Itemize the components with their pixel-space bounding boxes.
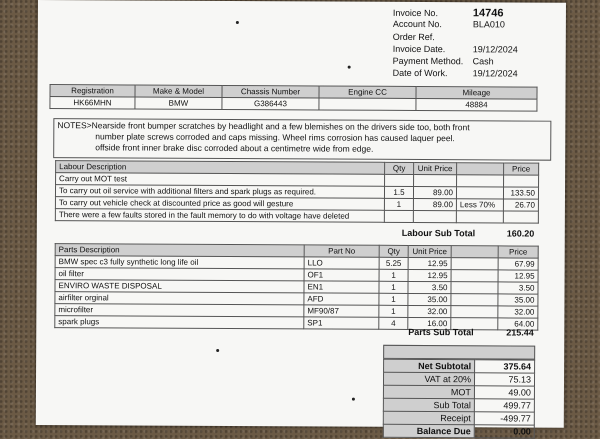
totals-row xyxy=(383,398,534,412)
part-price: 35.00 xyxy=(498,294,538,306)
totals-table xyxy=(383,359,535,439)
paper-speck xyxy=(348,66,351,69)
part-extra xyxy=(451,282,498,294)
part-number: SP1 xyxy=(304,317,379,329)
totals-row xyxy=(383,385,534,399)
labour-header-desc: Labour Description xyxy=(56,161,385,175)
invoice-paper xyxy=(36,0,566,437)
part-number: MF90/87 xyxy=(304,305,379,317)
labour-header-unit: Unit Price xyxy=(414,162,457,174)
account-no-label: Account No. xyxy=(392,18,442,30)
part-qty: 1 xyxy=(379,293,408,305)
part-extra xyxy=(451,258,498,270)
parts-header-extra xyxy=(451,246,498,258)
labour-extra xyxy=(456,187,503,199)
totals-label: VAT at 20% xyxy=(383,372,474,385)
labour-price: 26.70 xyxy=(503,199,538,211)
labour-table xyxy=(55,160,539,224)
part-extra xyxy=(451,270,498,282)
totals-row xyxy=(383,372,534,386)
part-desc: microfilter xyxy=(55,304,304,317)
payment-method-value: Cash xyxy=(472,56,494,67)
vehicle-table xyxy=(49,84,537,112)
part-qty: 4 xyxy=(379,317,408,329)
part-desc: airfilter orginal xyxy=(55,292,304,305)
part-price: 32.00 xyxy=(498,306,538,318)
vehicle-header-engine: Engine CC xyxy=(319,86,416,99)
labour-price: 133.50 xyxy=(503,187,538,199)
part-number: AFD xyxy=(304,293,379,305)
notes-line: NOTES>Nearside front bumper scratches by headlight and a few blemishes on the drivers side too, both front xyxy=(57,120,470,133)
labour-header-extra xyxy=(457,163,504,175)
labour-unit: 89.00 xyxy=(413,186,456,198)
part-number: EN1 xyxy=(304,281,379,293)
totals-label: Balance Due xyxy=(383,424,474,437)
totals-label: Sub Total xyxy=(383,398,474,411)
payment-method-label: Payment Method. xyxy=(392,55,464,67)
totals-value: -499.77 xyxy=(474,412,534,425)
notes-line: offside front inner brake disc corroded about a centimetre wide from edge. xyxy=(95,142,374,154)
totals-spacer-bar xyxy=(383,345,535,360)
parts-subtotal-label: Parts Sub Total xyxy=(408,326,474,338)
labour-qty: 1 xyxy=(384,198,413,210)
labour-price xyxy=(504,175,539,187)
labour-desc: To carry out vehicle check at discounted price as good will gesture xyxy=(55,197,384,211)
date-of-work-label: Date of Work. xyxy=(392,67,448,79)
vehicle-header-make-model: Make & Model xyxy=(135,85,222,97)
parts-header-price: Price xyxy=(498,246,538,258)
paper-speck xyxy=(236,21,239,24)
parts-subtotal-value: 215.44 xyxy=(506,327,534,338)
labour-price xyxy=(503,211,538,223)
vehicle-chassis: G386443 xyxy=(222,97,319,110)
labour-header-price: Price xyxy=(504,163,539,175)
labour-qty xyxy=(384,210,413,222)
labour-extra xyxy=(457,175,504,187)
labour-desc: Carry out MOT test xyxy=(56,173,385,187)
part-qty: 5.25 xyxy=(379,257,408,269)
invoice-no-label: Invoice No. xyxy=(392,7,438,19)
vehicle-engine xyxy=(319,98,416,111)
totals-label: MOT xyxy=(383,385,474,398)
invoice-date-value: 19/12/2024 xyxy=(472,44,518,55)
labour-qty: 1.5 xyxy=(384,186,413,198)
totals-row xyxy=(384,359,535,373)
notes-box xyxy=(53,118,551,161)
part-price: 67.99 xyxy=(498,258,538,270)
order-ref-label: Order Ref. xyxy=(392,31,435,43)
invoice-no-value: 14746 xyxy=(472,7,504,20)
labour-unit: 89.00 xyxy=(413,198,456,210)
part-unit: 3.50 xyxy=(408,281,451,293)
notes-line: number plate screws corroded and caps missing. Wheel rims corrosion has caused laquer peel. xyxy=(95,131,455,144)
vehicle-header-mileage: Mileage xyxy=(416,86,537,99)
part-extra xyxy=(451,306,498,318)
part-unit: 16.00 xyxy=(408,317,451,329)
part-extra xyxy=(451,294,498,306)
labour-desc: There were a few faults stored in the fault memory to do with voltage have deleted xyxy=(55,209,384,223)
parts-header-qty: Qty xyxy=(379,245,408,257)
totals-value: 49.00 xyxy=(474,386,534,399)
vehicle-header-chassis: Chassis Number xyxy=(222,85,319,98)
vehicle-make-model: BMW xyxy=(135,97,222,109)
totals-value: 375.64 xyxy=(475,360,535,373)
part-number: OF1 xyxy=(304,269,379,281)
vehicle-mileage: 48884 xyxy=(416,98,537,111)
vehicle-header-registration: Registration xyxy=(50,85,135,97)
parts-header-unit: Unit Price xyxy=(408,245,451,257)
parts-header-partno: Part No xyxy=(304,245,379,257)
totals-label: Receipt xyxy=(383,411,474,424)
part-unit: 12.95 xyxy=(408,257,451,269)
labour-header-qty: Qty xyxy=(385,162,414,174)
labour-extra xyxy=(456,211,503,223)
totals-row xyxy=(383,411,534,425)
part-price: 3.50 xyxy=(498,282,538,294)
part-qty: 1 xyxy=(379,281,408,293)
date-of-work-value: 19/12/2024 xyxy=(472,68,518,79)
parts-table xyxy=(54,243,538,331)
labour-extra: Less 70% xyxy=(456,199,503,211)
labour-subtotal-value: 160.20 xyxy=(506,228,535,239)
labour-desc: To carry out oil service with additional filters and spark plugs as required. xyxy=(55,185,384,199)
totals-value: 0.00 xyxy=(474,425,534,438)
part-unit: 12.95 xyxy=(408,269,451,281)
totals-value: 75.13 xyxy=(474,373,534,386)
paper-speck xyxy=(216,349,219,352)
part-desc: BMW spec c3 fully synthetic long life oil xyxy=(55,256,304,269)
paper-speck xyxy=(352,398,355,401)
part-number: LLO xyxy=(304,257,379,269)
part-qty: 1 xyxy=(379,305,408,317)
totals-label: Net Subtotal xyxy=(384,359,475,372)
part-desc: spark plugs xyxy=(55,316,304,329)
totals-row xyxy=(383,424,534,438)
part-unit: 35.00 xyxy=(408,293,451,305)
part-price: 64.00 xyxy=(498,318,538,330)
labour-qty xyxy=(385,174,414,186)
parts-header-desc: Parts Description xyxy=(55,244,304,257)
totals-value: 499.77 xyxy=(474,399,534,412)
part-qty: 1 xyxy=(379,269,408,281)
labour-subtotal-label: Labour Sub Total xyxy=(401,227,476,239)
vehicle-registration: HK66MHN xyxy=(50,97,135,109)
vehicle-value-row xyxy=(50,97,537,112)
invoice-date-label: Invoice Date. xyxy=(392,43,446,55)
account-no-value: BLA010 xyxy=(472,19,505,30)
labour-unit xyxy=(414,174,457,186)
part-desc: oil filter xyxy=(55,268,304,281)
part-unit: 32.00 xyxy=(408,305,451,317)
labour-row xyxy=(55,209,538,224)
part-desc: ENVIRO WASTE DISPOSAL xyxy=(55,280,304,293)
labour-unit xyxy=(413,210,456,222)
part-price: 12.95 xyxy=(498,270,538,282)
